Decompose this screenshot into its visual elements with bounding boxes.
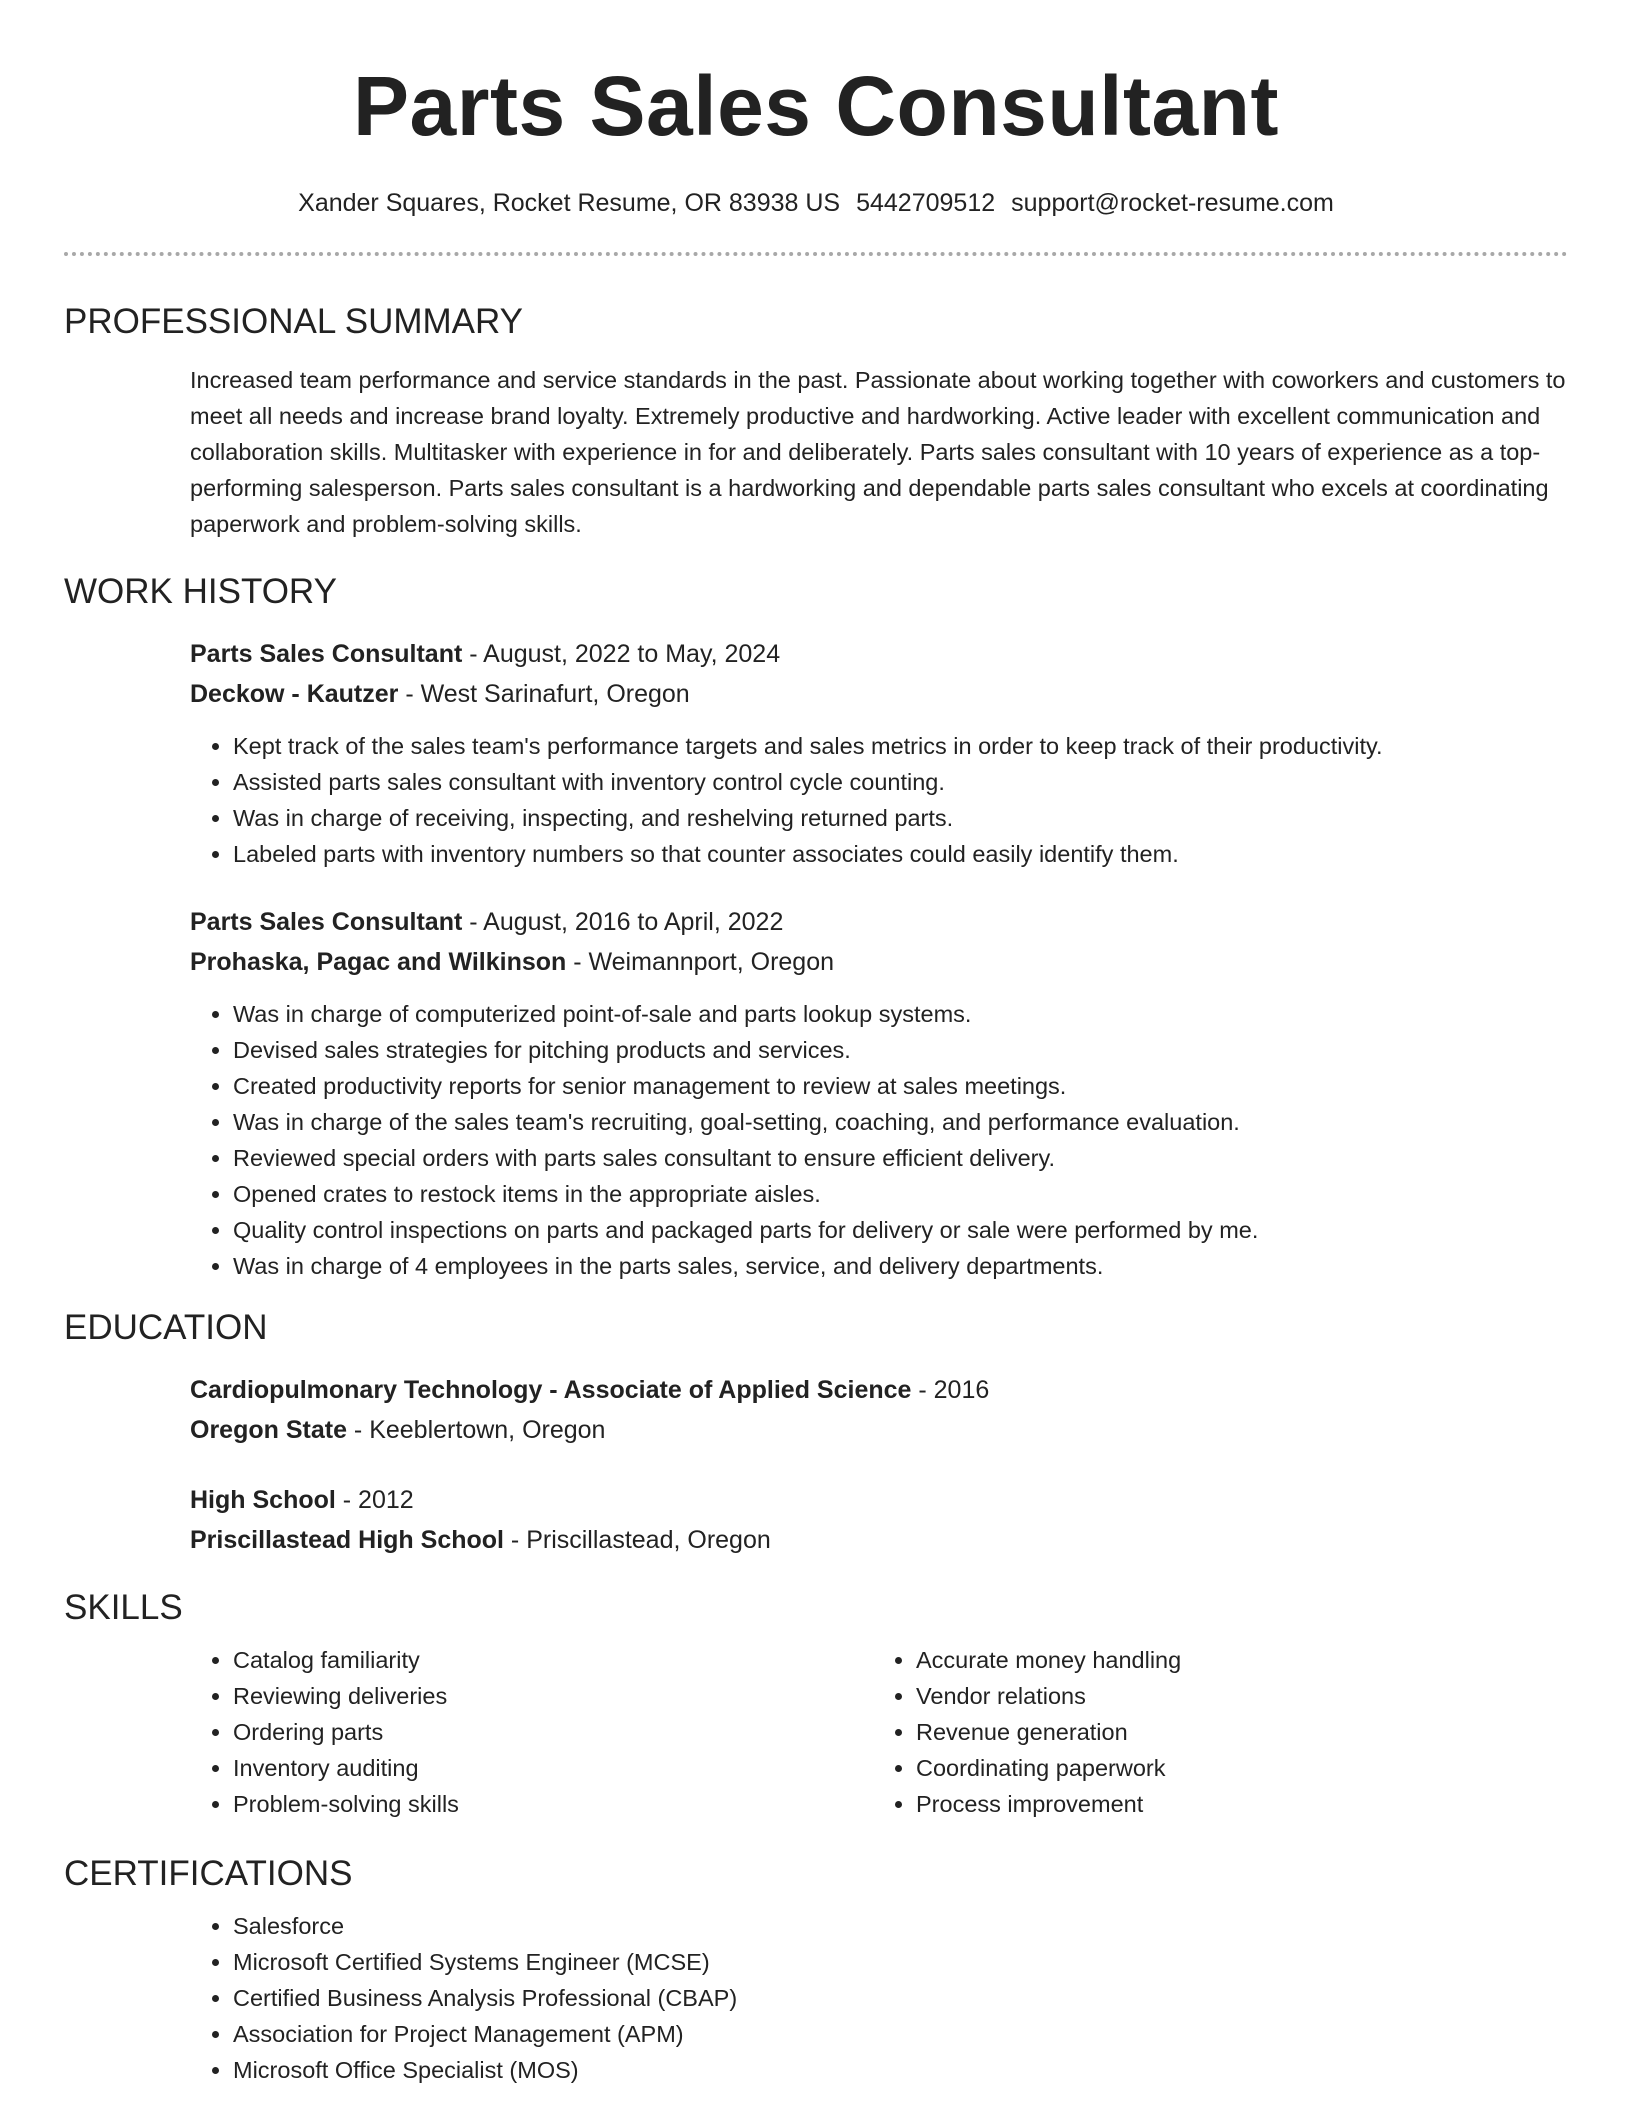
- summary-text: Increased team performance and service standards in the past. Passionate about working together with coworkers and customers to meet all needs and increase brand loyalty. Extremely productive and hardworking. Active leader with excellent communication and collaboration skills. Multitasker with experience in for and deliberately. Parts sales consultant with 10 years of experience as a top-performing salesperson. Parts sales consultant is a hardworking and dependable parts sales consultant who excels at coordinating paperwork and problem-solving skills.: [190, 367, 1566, 537]
- job-title-line: [190, 902, 1568, 942]
- job-bullet: • Was in charge of 4 employees in the parts sales, service, and delivery departments.: [233, 1248, 1568, 1284]
- job-company-line: [190, 942, 1568, 982]
- job-bullet: • Kept track of the sales team's performance targets and sales metrics in order to keep track of their productivity.: [233, 728, 1568, 764]
- certification-item: • Microsoft Certified Systems Engineer (MCSE): [233, 1944, 1568, 1980]
- job-company-line: [190, 674, 1568, 714]
- contact-email: support@rocket-resume.com: [1011, 189, 1334, 217]
- summary-heading: PROFESSIONAL SUMMARY: [64, 302, 523, 341]
- skill-item: • Coordinating paperwork: [916, 1750, 1556, 1786]
- education-entry: [190, 1480, 1568, 1560]
- skills-column-left: [190, 1642, 873, 1822]
- job-bullet: • Opened crates to restock items in the appropriate aisles.: [233, 1176, 1568, 1212]
- skill-item: • Process improvement: [916, 1786, 1556, 1822]
- job-bullets: [190, 996, 1568, 1284]
- skills-column-right: [873, 1642, 1556, 1822]
- skill-item: • Ordering parts: [233, 1714, 873, 1750]
- contact-address: Xander Squares, Rocket Resume, OR 83938 US: [298, 189, 841, 217]
- education-degree: High School: [190, 1486, 336, 1514]
- skill-item: • Reviewing deliveries: [233, 1678, 873, 1714]
- contact-line: [0, 188, 1632, 218]
- education-year: - 2016: [911, 1376, 990, 1404]
- job-bullet: • Was in charge of the sales team's recruiting, goal-setting, coaching, and performance evaluation.: [233, 1104, 1568, 1140]
- skill-item: • Problem-solving skills: [233, 1786, 873, 1822]
- work-history-heading: WORK HISTORY: [64, 572, 337, 611]
- education-degree: Cardiopulmonary Technology - Associate of Applied Science: [190, 1376, 912, 1404]
- job-dates: - August, 2022 to May, 2024: [462, 640, 781, 668]
- certification-item: • Certified Business Analysis Professional (CBAP): [233, 1980, 1568, 2016]
- education-location: - Keeblertown, Oregon: [346, 1416, 606, 1444]
- job-bullet: • Was in charge of receiving, inspecting, and reshelving returned parts.: [233, 800, 1568, 836]
- job-bullet: • Assisted parts sales consultant with inventory control cycle counting.: [233, 764, 1568, 800]
- skill-item: • Inventory auditing: [233, 1750, 873, 1786]
- job-bullet: • Reviewed special orders with parts sales consultant to ensure efficient delivery.: [233, 1140, 1568, 1176]
- job-company: Prohaska, Pagac and Wilkinson: [190, 948, 567, 976]
- job-bullet: • Devised sales strategies for pitching products and services.: [233, 1032, 1568, 1068]
- skill-item: • Vendor relations: [916, 1678, 1556, 1714]
- contact-phone: 5442709512: [856, 189, 996, 217]
- job-location: - West Sarinafurt, Oregon: [398, 680, 690, 708]
- job-bullet: • Labeled parts with inventory numbers so that counter associates could easily identify them.: [233, 836, 1568, 872]
- education-heading: EDUCATION: [64, 1308, 268, 1347]
- job-entry: [190, 634, 1568, 872]
- job-title-line: [190, 634, 1568, 674]
- education-entry: [190, 1370, 1568, 1450]
- job-title: Parts Sales Consultant: [190, 640, 463, 668]
- education-school-line: [190, 1520, 1568, 1560]
- certification-item: • Association for Project Management (APM): [233, 2016, 1568, 2052]
- education-year: - 2012: [335, 1486, 414, 1514]
- skill-item: • Accurate money handling: [916, 1642, 1556, 1678]
- page-title: Parts Sales Consultant: [353, 59, 1279, 153]
- certifications-list: [190, 1908, 1568, 2088]
- skill-item: • Catalog familiarity: [233, 1642, 873, 1678]
- job-bullet: • Created productivity reports for senior management to review at sales meetings.: [233, 1068, 1568, 1104]
- education-school-line: [190, 1410, 1568, 1450]
- education-school: Oregon State: [190, 1416, 347, 1444]
- job-entry: [190, 902, 1568, 1284]
- certification-item: • Salesforce: [233, 1908, 1568, 1944]
- job-location: - Weimannport, Oregon: [566, 948, 835, 976]
- certifications-list-wrap: [190, 1908, 1568, 2088]
- education-school: Priscillastead High School: [190, 1526, 504, 1554]
- job-bullet: • Was in charge of computerized point-of-sale and parts lookup systems.: [233, 996, 1568, 1032]
- skills-grid: [190, 1642, 1568, 1822]
- job-bullet: • Quality control inspections on parts and packaged parts for delivery or sale were performed by me.: [233, 1212, 1568, 1248]
- skills-heading: SKILLS: [64, 1588, 183, 1627]
- education-location: - Priscillastead, Oregon: [503, 1526, 771, 1554]
- job-bullets: [190, 728, 1568, 872]
- header-divider: [64, 252, 1568, 256]
- job-title: Parts Sales Consultant: [190, 908, 463, 936]
- education-degree-line: [190, 1480, 1568, 1520]
- job-company: Deckow - Kautzer: [190, 680, 399, 708]
- education-degree-line: [190, 1370, 1568, 1410]
- skill-item: • Revenue generation: [916, 1714, 1556, 1750]
- job-dates: - August, 2016 to April, 2022: [462, 908, 784, 936]
- certification-item: • Microsoft Office Specialist (MOS): [233, 2052, 1568, 2088]
- certifications-heading: CERTIFICATIONS: [64, 1854, 353, 1893]
